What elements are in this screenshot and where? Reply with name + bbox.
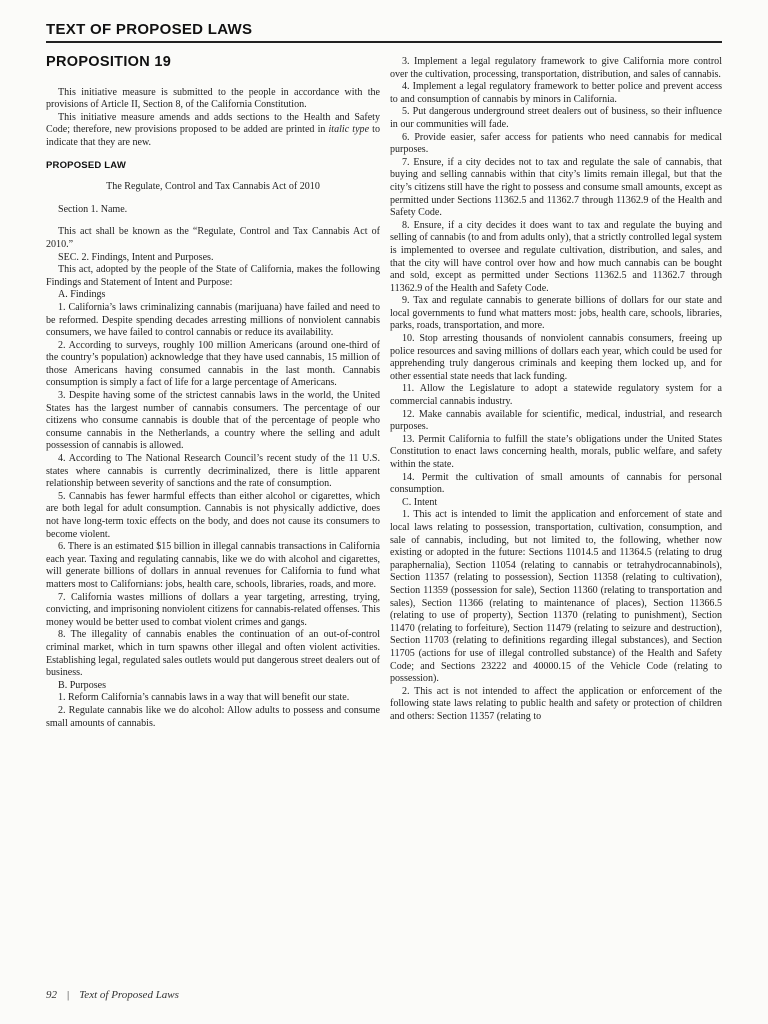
law-paragraph: 1. This act is intended to limit the application and enforcement of state and local laws relating to possession, transportation, cultivation, consumption, and sale of cannabis, including, but not limited to, the following, whether now existing or adopted in the future: Sections 11014.5 and 11364.5 (relating to drug paraphernalia), Section 11054 (relating to cannabis or tetrahydrocannabinols), Section 11357 (relating to possession), Section 11358 (relating to cultivation), Section 11359 (possession for sale), Section 11360 (relating to transportation and sales), Section 11366 (relating to maintenance of places), Section 11366.5 (relating to use of property), Section 11370 (relating to punishment), Section 11470 (relating to forfeiture), Section 11479 (relating to seizure and destruction), Section 11703 (relating to definitions regarding illegal substances), and Section 11705 (actions for use of illegal controlled substance) of the Health and Safety Code; and Sections 23222 and 40000.15 of the Vehicle Code (relating to possession).: [390, 509, 722, 685]
right-column: [390, 56, 722, 723]
law-paragraph: This act shall be known as the “Regulate, Control and Tax Cannabis Act of 2010.”: [46, 226, 380, 250]
law-paragraph: 11. Allow the Legislature to adopt a statewide regulatory system for a commercial cannabis industry.: [390, 383, 722, 408]
law-paragraph: 1. Reform California’s cannabis laws in a way that will benefit our state.: [58, 692, 350, 704]
page-header-title: TEXT OF PROPOSED LAWS: [46, 21, 253, 38]
subsection-heading: A. Findings: [58, 289, 106, 301]
law-paragraph: 6. Provide easier, safer access for patients who need cannabis for medical purposes.: [390, 131, 722, 156]
proposed-law-heading: PROPOSED LAW: [46, 159, 126, 171]
law-paragraph: 8. Ensure, if a city decides it does want to tax and regulate the buying and selling of cannabis (to and from adults only), that a strictly controlled legal system is implemented to oversee and regulate cultivation, distribution, and sales, and that the city will have control over how and how much cannabis can be bought and sold, except as permitted under Sections 11362.5 and 11362.7 through 11362.9 of the Health and Safety Code.: [390, 219, 722, 294]
law-paragraph: 5. Cannabis has fewer harmful effects than either alcohol or cigarettes, which are both legal for adult consumption. Cannabis is not physically addictive, does not have long-term toxic effects on the body, and does not cause its consumers to become violent.: [46, 490, 380, 540]
law-paragraph: 14. Permit the cultivation of small amounts of cannabis for personal consumption.: [390, 471, 722, 496]
page-footer: [46, 989, 179, 1001]
law-paragraph: 13. Permit California to fulfill the state’s obligations under the United States Constitution to enact laws concerning health, morals, public welfare, and safety within the state.: [390, 433, 722, 470]
law-paragraph: 2. Regulate cannabis like we do alcohol: Allow adults to possess and consume small amounts of cannabis.: [46, 704, 380, 729]
law-paragraph: 7. Ensure, if a city decides not to tax and regulate the sale of cannabis, that buying and selling cannabis within that city’s limits remain illegal, but that the city’s citizens still have the right to possess and consume small amounts, except as permitted under Sections 11362.5 and 11362.7 through 11362.9 of the Health and Safety Code.: [390, 156, 722, 219]
law-paragraph: 3. Implement a legal regulatory framework to give California more control over the cultivation, processing, transportation, distribution, and sales of cannabis.: [390, 56, 722, 80]
law-paragraph: 6. There is an estimated $15 billion in illegal cannabis transactions in California each year. Taxing and regulating cannabis, like we do with alcohol and cigarettes, will generate billions of dollars in annual revenues for California to fund what matters most to Californians: jobs, health care, schools, libraries, roads, and more.: [46, 541, 380, 590]
footer-separator: |: [67, 989, 70, 1001]
law-paragraph: 1. California’s laws criminalizing cannabis (marijuana) have failed and need to be reformed. Despite spending decades arresting millions of nonviolent cannabis consumers, we have failed to control cannabis or reduce its availability.: [46, 301, 380, 339]
law-paragraph: 4. Implement a legal regulatory framework to better police and prevent access to and consumption of cannabis by minors in California.: [390, 81, 722, 105]
law-paragraph: 5. Put dangerous underground street dealers out of business, so their influence in our communities will fade.: [390, 106, 722, 130]
law-paragraph: 3. Despite having some of the strictest cannabis laws in the world, the United States has the largest number of cannabis consumers. The percentage of our citizens who consume cannabis is double that of the percentage of people who consume cannabis in the Netherlands, a country where the selling and adult possession of cannabis is allowed.: [46, 390, 380, 452]
left-column: [46, 52, 380, 730]
page-number: 92: [46, 989, 57, 1001]
law-paragraph: 12. Make cannabis available for scientific, medical, industrial, and research purposes.: [390, 408, 722, 433]
law-paragraph: 10. Stop arresting thousands of nonviolent cannabis consumers, freeing up police resources and saving millions of dollars each year, which could be used for apprehending truly dangerous criminals and keeping them locked up, and for other essential state needs that lack funding.: [390, 333, 722, 382]
header-rule: [46, 41, 722, 43]
footer-label: Text of Proposed Laws: [79, 989, 179, 1001]
section-heading: SEC. 2. Findings, Intent and Purposes.: [58, 251, 214, 263]
law-paragraph: This act, adopted by the people of the State of California, makes the following Findings and Statement of Intent and Purpose:: [46, 264, 380, 288]
act-title: The Regulate, Control and Tax Cannabis Act of 2010: [106, 181, 320, 193]
law-paragraph: 2. This act is not intended to affect the application or enforcement of the following state laws relating to public health and safety or protection of children and others: Section 11357 (relating to: [390, 685, 722, 722]
subsection-heading: B. Purposes: [58, 679, 107, 691]
law-paragraph: 8. The illegality of cannabis enables the continuation of an out-of-control criminal market, which in turn spawns other illegal and often violent activities. Establishing legal, regulated sales outlets would put dangerous street dealers out of business.: [46, 629, 380, 679]
section-heading: Section 1. Name.: [58, 203, 128, 215]
law-paragraph: 7. California wastes millions of dollars a year targeting, arresting, trying, convicting, and imprisoning nonviolent citizens for cannabis-related offenses. This money would be better used to combat violent crimes and gangs.: [46, 591, 380, 628]
subsection-heading: C. Intent: [402, 496, 438, 508]
intro-paragraph: This initiative measure is submitted to the people in accordance with the provisions of Article II, Section 8, of the California Constitution.: [46, 86, 380, 111]
law-paragraph: 4. According to The National Research Council’s recent study of the 11 U.S. states where cannabis is currently decriminalized, there is little apparent relationship between severity of sanctions and the rate of consumption.: [46, 453, 380, 490]
proposition-title: PROPOSITION 19: [46, 54, 172, 70]
law-paragraph: 2. According to surveys, roughly 100 million Americans (around one-third of the country’s population) acknowledge that they have used cannabis, 15 million of those Americans having consumed cannabis in the last month. Cannabis consumption is simply a fact of life for a large percentage of Americans.: [46, 339, 380, 389]
law-paragraph: 9. Tax and regulate cannabis to generate billions of dollars for our state and local governments to fund what matters most: jobs, health care, schools, libraries, parks, roads, transportation, and more.: [390, 295, 722, 332]
intro-paragraph: This initiative measure amends and adds sections to the Health and Safety Code; therefore, new provisions proposed to be added are printed in italic type to indicate that they are new.: [46, 111, 380, 148]
